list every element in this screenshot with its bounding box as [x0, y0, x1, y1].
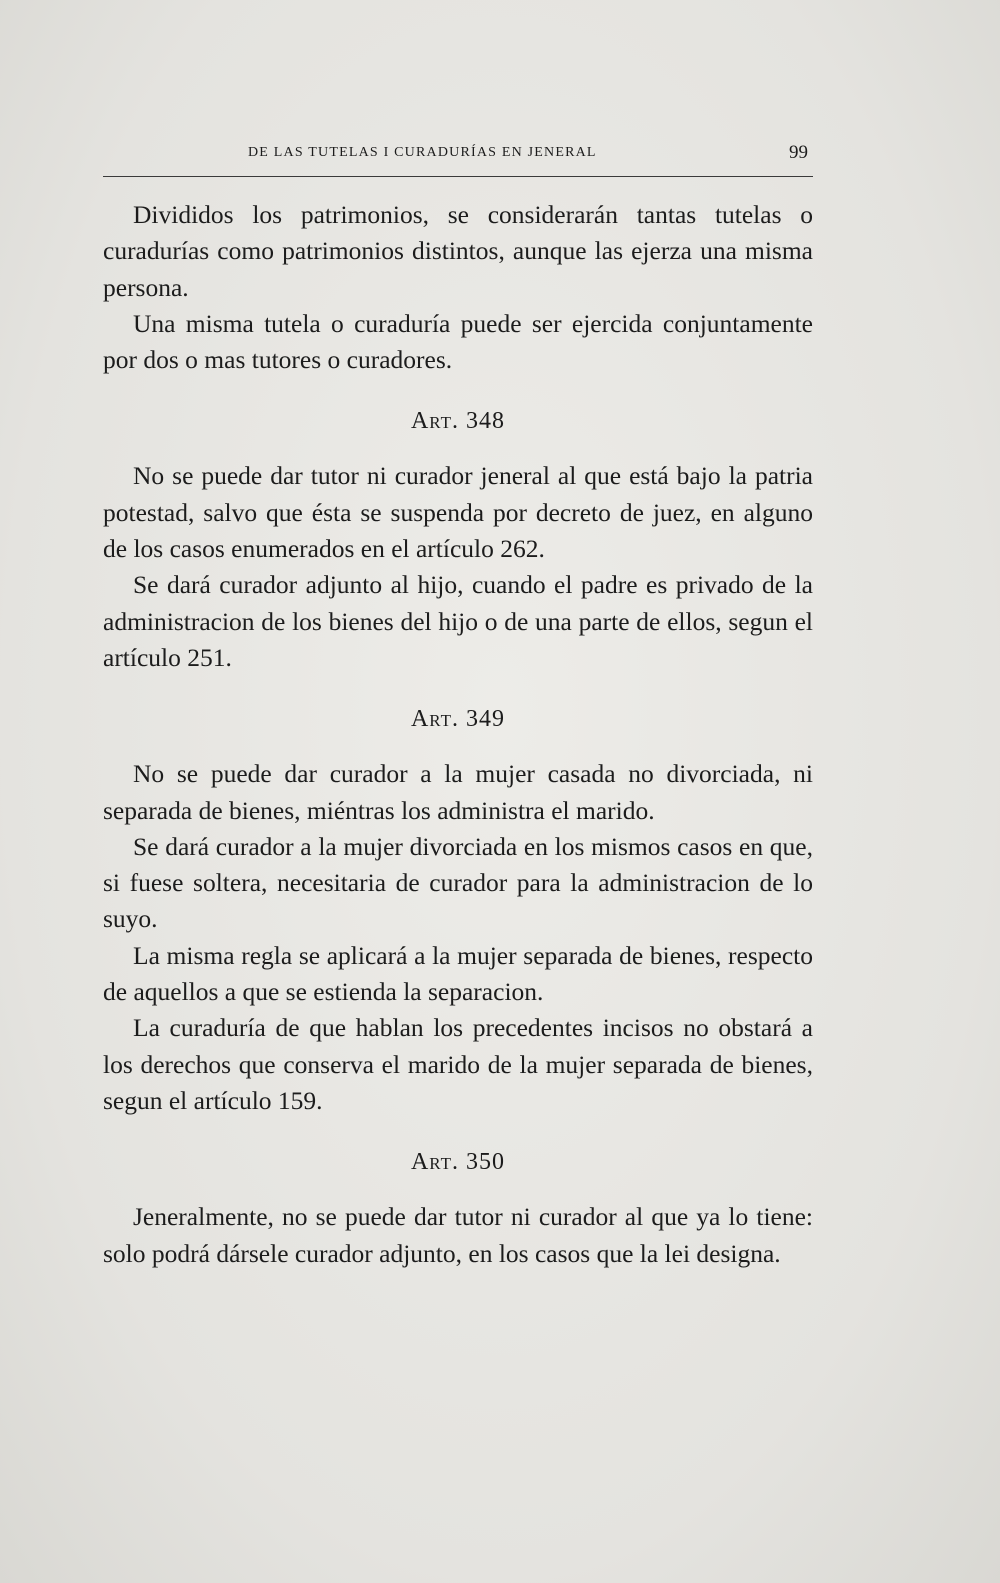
article-heading-350: Art. 350 — [410, 1149, 506, 1176]
paragraph: Jeneralmente, no se puede dar tutor ni curador al que ya lo tiene: solo podrá dársele curador adjunto, en los casos que la lei designa. — [103, 1202, 813, 1268]
page-header — [103, 142, 818, 172]
header-rule — [103, 176, 813, 177]
paragraph: Se dará curador adjunto al hijo, cuando el padre es privado de la administracion de los bienes del hijo o de una parte de ellos, segun el artículo 251. — [103, 570, 813, 672]
paragraph: No se puede dar curador a la mujer casada no divorciada, ni separada de bienes, miéntras los administra el marido. — [103, 759, 813, 825]
article-heading-348: Art. 348 — [410, 408, 506, 435]
article-heading-349: Art. 349 — [410, 706, 506, 733]
running-head: DE LAS TUTELAS I CURADURÍAS EN JENERAL — [248, 145, 597, 160]
paragraph: La misma regla se aplicará a la mujer separada de bienes, respecto de aquellos a que se estienda la separacion. — [103, 940, 813, 1007]
paragraph: La curaduría de que hablan los precedentes incisos no obstará a los derechos que conserva el marido de la mujer separada de bienes, segun el artículo 159. — [103, 1013, 813, 1115]
page-number: 99 — [789, 142, 808, 163]
paragraph: Divididos los patrimonios, se considerarán tantas tutelas o curadurías como patrimonios distintos, aunque las ejerza una misma persona. — [103, 200, 813, 302]
paragraph: Se dará curador a la mujer divorciada en los mismos casos en que, si fuese soltera, necesitaria de curador para la administracion de lo suyo. — [103, 831, 813, 934]
paragraph: Una misma tutela o curaduría puede ser ejercida conjuntamente por dos o mas tutores o curadores. — [103, 308, 813, 375]
page-body — [103, 197, 813, 1272]
paragraph: No se puede dar tutor ni curador jeneral al que está bajo la patria potestad, salvo que ésta se suspenda por decreto de juez, en alguno de los casos enumerados en el artículo 262. — [103, 461, 813, 564]
